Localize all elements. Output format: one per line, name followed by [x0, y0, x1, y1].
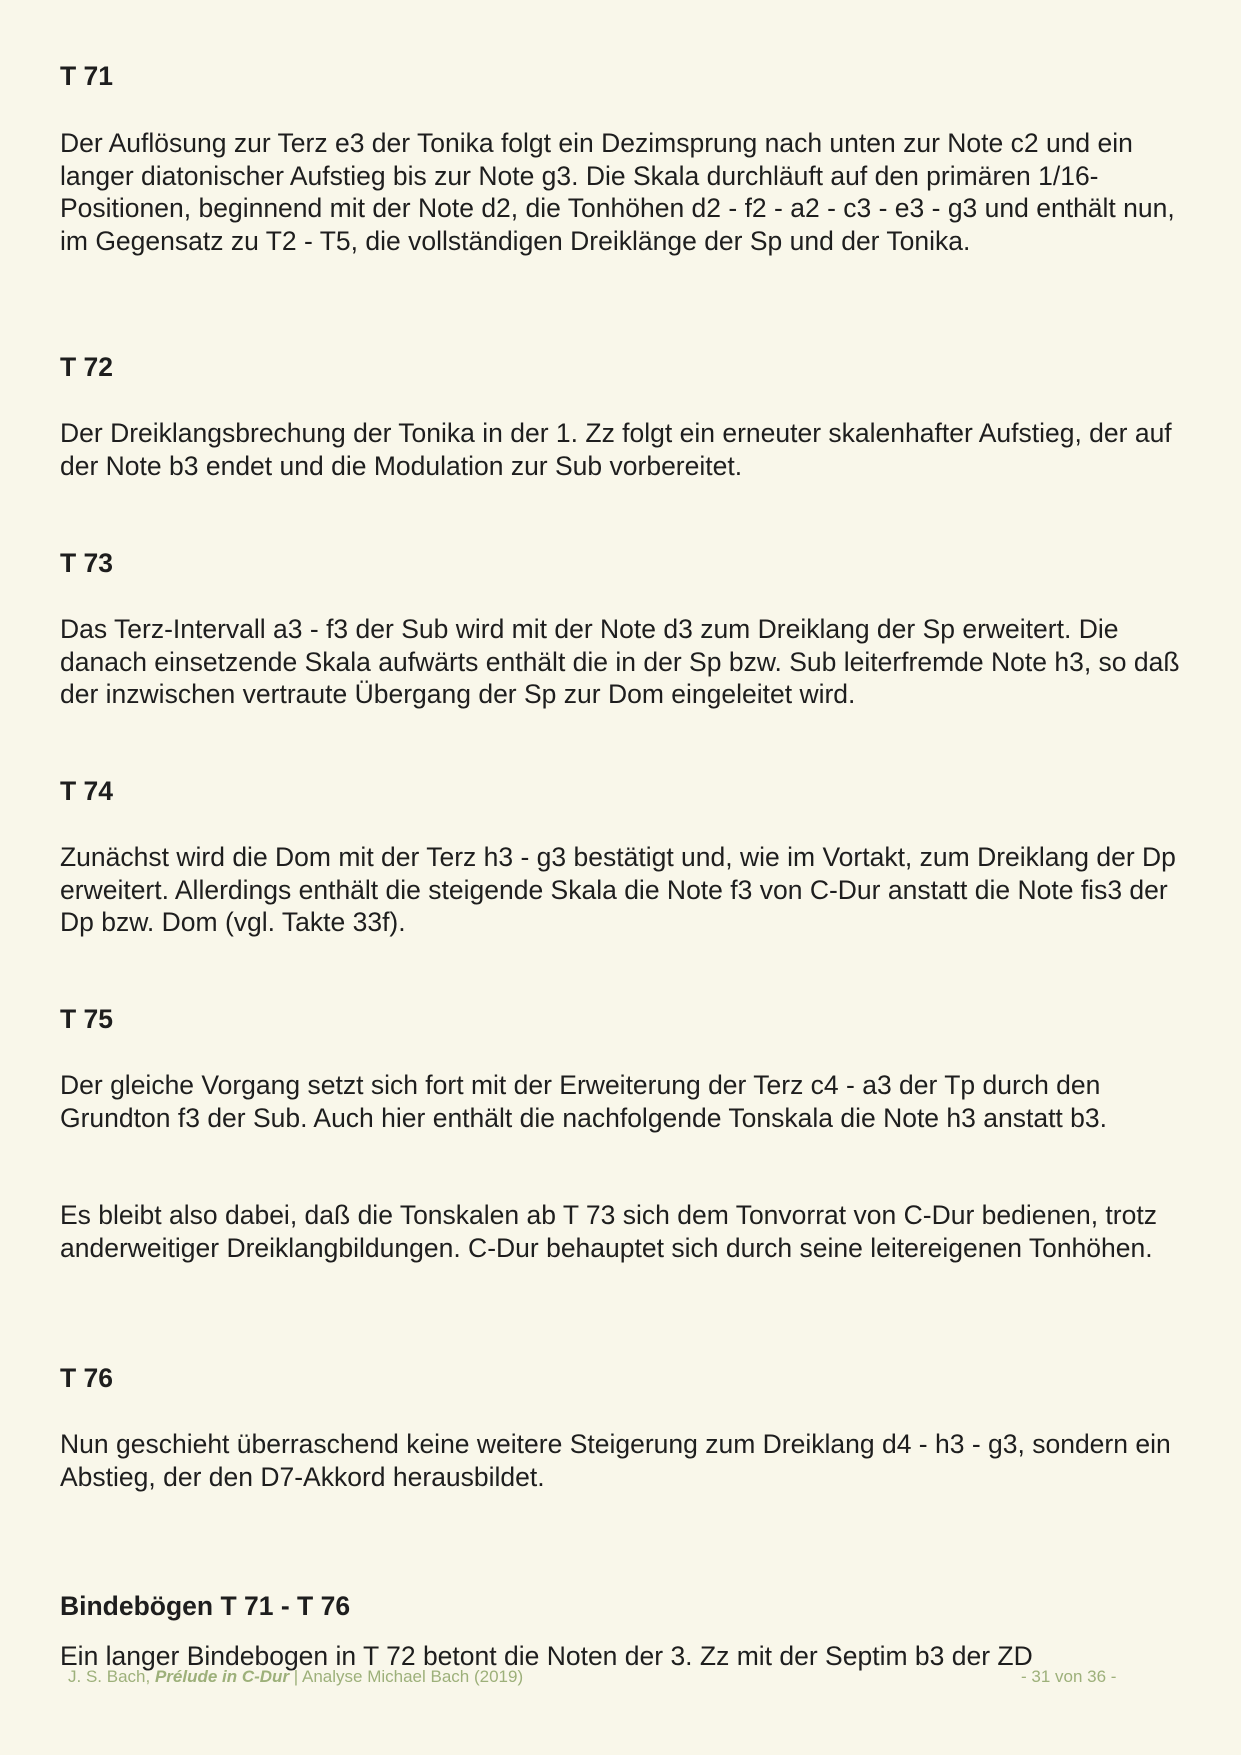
section-paragraph-t71: Der Auflösung zur Terz e3 der Tonika folgt ein Dezimsprung nach unten zur Note c2 und ein langer diatonischer Aufstieg bis zur Note g3. Die Skala durchläuft auf den primären 1/16-Positionen, beginnend mit der Note d2, die Tonhöhen d2 - f2 - a2 - c3 - e3 - g3 und enthält nun, im Gegensatz zu T2 - T5, die vollständigen Dreiklänge der Sp und der Tonika. — [60, 128, 1175, 256]
section-heading-t71: T 71 — [60, 61, 114, 91]
section-paragraph-t75-1: Der gleiche Vorgang setzt sich fort mit der Erweiterung der Terz c4 - a3 der Tp durch den Grundton f3 der Sub. Auch hier enthält die nachfolgende Tonskala die Note h3 anstatt b3. — [60, 1070, 1107, 1133]
footer-analysis: | Analyse Michael Bach (2019) — [289, 1667, 524, 1686]
bindeboegen-heading: Bindebögen T 71 - T 76 — [60, 1591, 351, 1621]
section-heading-t74: T 74 — [60, 776, 114, 806]
bindeboegen-paragraph: Ein langer Bindebogen in T 72 betont die Noten der 3. Zz mit der Septim b3 der ZD — [60, 1641, 1033, 1671]
section-paragraph-t72: Der Dreiklangsbrechung der Tonika in der 1. Zz folgt ein erneuter skalenhafter Aufstieg, der auf der Note b3 endet und die Modulation zur Sub vorbereitet. — [60, 418, 1172, 481]
section-paragraph-t74: Zunächst wird die Dom mit der Terz h3 - g3 bestätigt und, wie im Vortakt, zum Dreiklang der Dp erweitert. Allerdings enthält die steigende Skala die Note f3 von C-Dur anstatt die Note fis3 der Dp bzw. Dom (vgl. Takte 33f). — [60, 842, 1176, 938]
section-paragraph-t76: Nun geschieht überraschend keine weitere Steigerung zum Dreiklang d4 - h3 - g3, sondern ein Abstieg, der den D7-Akkord herausbildet. — [60, 1429, 1171, 1492]
section-heading-t72: T 72 — [60, 352, 114, 382]
footer-work-title: Prélude in C-Dur — [154, 1667, 290, 1686]
footer-author: J. S. Bach, — [68, 1667, 155, 1686]
section-paragraph-t73: Das Terz-Intervall a3 - f3 der Sub wird mit der Note d3 zum Dreiklang der Sp erweitert. Die danach einsetzende Skala aufwärts enthält die in der Sp bzw. Sub leiterfremde Note h3, so daß der inzwischen vertraute Übergang der Sp zur Dom eingeleitet wird. — [60, 614, 1180, 710]
section-paragraph-t75-2: Es bleibt also dabei, daß die Tonskalen ab T 73 sich dem Tonvorrat von C-Dur bedienen, trotz anderweitiger Dreiklangbildungen. C-Dur behauptet sich durch seine leitereigenen Tonhöhen. — [60, 1200, 1157, 1263]
section-heading-t76: T 76 — [60, 1363, 114, 1393]
page-number: - 31 von 36 - — [1021, 1667, 1117, 1686]
footer-citation — [68, 1667, 523, 1687]
section-heading-t75: T 75 — [60, 1004, 114, 1034]
section-heading-t73: T 73 — [60, 548, 114, 578]
